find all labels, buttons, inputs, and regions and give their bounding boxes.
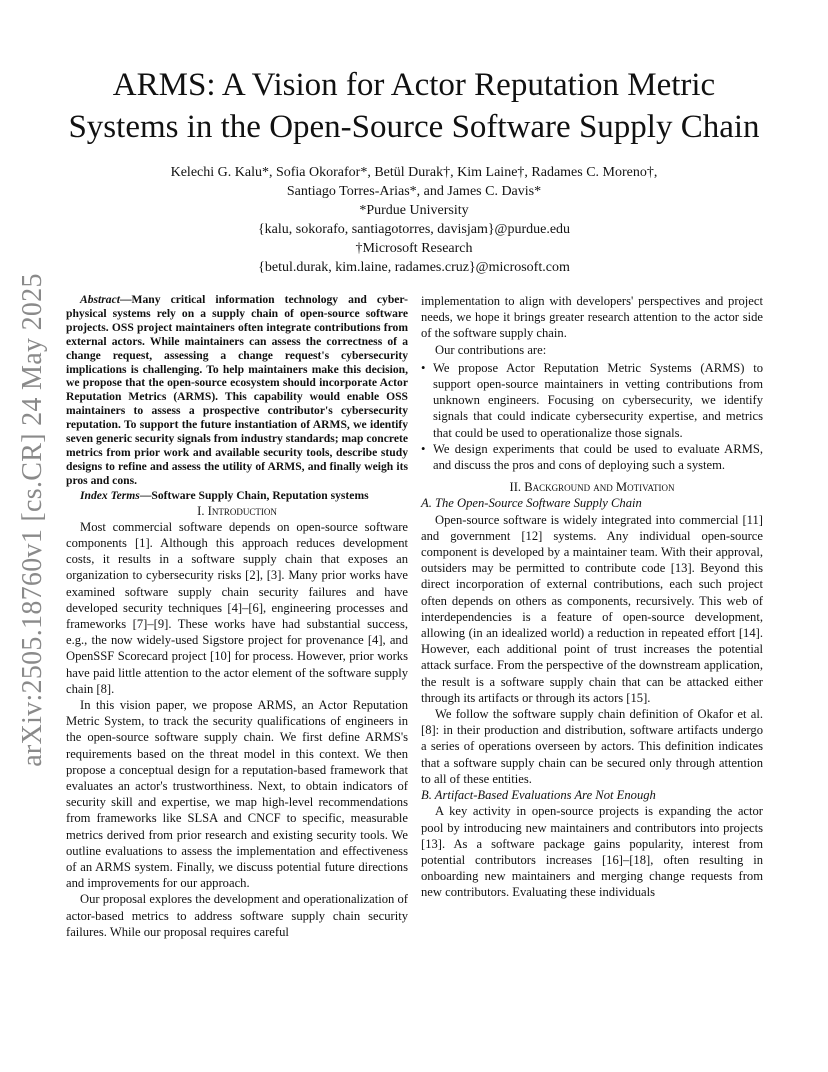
background-paragraph-3: A key activity in open-source projects is expanding the actor pool by introducing new maintainers and contributors into projects [13]. As a software package gains popularity, interest from potential contributors increases [16]–[18], often resulting in onboarding new maintainers and merging change requests from new contributors. Evaluating these individuals bbox=[421, 804, 763, 900]
index-terms-label: Index Terms bbox=[80, 488, 140, 502]
authors-line-2: Santiago Torres-Arias*, and James C. Davis* bbox=[286, 184, 542, 199]
authors-line-1: Kelechi G. Kalu*, Sofia Okorafor*, Betül Durak†, Kim Laine†, Radames C. Moreno†, bbox=[170, 165, 658, 180]
contributions-intro: Our contributions are: bbox=[435, 342, 547, 357]
right-column bbox=[421, 293, 763, 901]
subsection-heading-a: A. The Open-Source Software Supply Chain bbox=[421, 496, 642, 511]
index-terms bbox=[66, 489, 408, 503]
abstract bbox=[66, 293, 408, 488]
bullet-icon: • bbox=[421, 441, 426, 456]
list-item: • We design experiments that could be used to evaluate ARMS, and discuss the pros and cons of deploying such a system. bbox=[421, 441, 763, 473]
background-paragraph-2: We follow the software supply chain definition of Okafor et al. [8]: in their production and distribution, software artifacts undergo a series of operations overseen by actors. This definition indicates that a software supply chain can be secured only through attention to all of these entities. bbox=[421, 707, 763, 786]
index-terms-text: —Software Supply Chain, Reputation systems bbox=[139, 488, 369, 502]
affiliation-purdue: *Purdue University bbox=[359, 203, 469, 218]
email-microsoft: {betul.durak, kim.laine, radames.cruz}@microsoft.com bbox=[258, 260, 570, 275]
email-purdue: {kalu, sokorafo, santiagotorres, davisjam}@purdue.edu bbox=[257, 222, 571, 237]
intro-paragraph-3: Our proposal explores the development and operationalization of actor-based metrics to address software supply chain security failures. While our proposal requires careful bbox=[66, 892, 408, 939]
subsection-heading-b: B. Artifact-Based Evaluations Are Not Enough bbox=[421, 788, 656, 803]
abstract-text: —Many critical information technology and cyber-physical systems rely on a supply chain of open-source software projects. OSS project maintainers often integrate contributions from external actors. While maintainers can assess the correctness of a change request, assessing a change request's cybersecurity implications is challenging. To help maintainers make this decision, we propose that the open-source ecosystem should incorporate Actor Reputation Metrics (ARMS). This capability would enable OSS maintainers to assess a prospective contributor's cybersecurity reputation. To support the future instantiation of ARMS, we identify seven generic security signals from industry standards; map concrete metrics from prior work and available security tools, describe study designs to refine and assess the utility of ARMS, and finally weigh its pros and cons. bbox=[66, 293, 408, 487]
contributions-list bbox=[421, 360, 763, 473]
left-column bbox=[66, 293, 408, 940]
intro-paragraph-1: Most commercial software depends on open-source software components [1]. Although this approach reduces development costs, it results in a software supply chain that exposes an organization to cybersecurity risks [2], [3]. Many prior works have examined software supply chain security failures and have developed security techniques [4]–[6], engineering processes and frameworks [7]–[9]. These works have had substantial success, e.g., the now widely-used Sigstore project for provenance [4], and OpenSSF Scorecard project [10] for process. However, prior works have paid little attention to the actor element of the software supply chain [8]. bbox=[66, 519, 408, 696]
abstract-label: Abstract bbox=[80, 293, 120, 306]
list-item: • We propose Actor Reputation Metric Systems (ARMS) to support open-source maintainers in vetting contributions from unknown engineers. Focusing on cybersecurity, we identify signals that could indicate cybersecurity expertise, and metrics that could be used to operationalize those signals. bbox=[421, 360, 763, 440]
intro-paragraph-continued: implementation to align with developers' perspectives and project needs, we hope it brings greater research attention to the actor side of the software supply chain. bbox=[421, 294, 763, 341]
paper-title: ARMS: A Vision for Actor Reputation Metric Systems in the Open-Source Software Supply Chain bbox=[68, 67, 760, 145]
background-paragraph-1: Open-source software is widely integrated into commercial [11] and government [12] systems. Any individual open-source component is developed by a maintainer team. With their approval, outsiders may be permitted to contribute code [13]. Beyond this direct incorporation of external contributions, each such project often depends on others as components, recursively. This web of interdependencies is a feature of open-source development, allowing (in an idealized world) a reduction in repeated effort [14]. However, each additional point of trust increases the potential attack surface. From the perspective of the downstream application, the result is a software supply chain that can be attacked either through its artifacts or through its actors [15]. bbox=[421, 512, 763, 705]
section-heading-background: II. Background and Motivation bbox=[509, 480, 675, 495]
arxiv-stamp: arXiv:2505.18760v1 [cs.CR] 24 May 2025 bbox=[17, 273, 48, 767]
bullet-icon: • bbox=[421, 360, 426, 375]
author-block bbox=[100, 163, 728, 277]
affiliation-microsoft: †Microsoft Research bbox=[355, 241, 473, 256]
section-heading-introduction: I. Introduction bbox=[197, 503, 277, 518]
intro-paragraph-2: In this vision paper, we propose ARMS, an Actor Reputation Metric System, to track the security qualifications of engineers in the open-source software supply chain. We first define ARMS's requirements based on the threat model in this context. We then propose a conceptual design for a reputation-based framework that evaluates an actor's trustworthiness. Next, to obtain indicators of security skill and expertise, we map high-level recommendations from frameworks like SLSA and CNCF to specific, measurable metrics derived from prior research and existing security tools. We outline evaluations to assess the implementation and effectiveness of an ARMS system. Finally, we discuss potential future directions and improvements for our approach. bbox=[66, 698, 408, 891]
